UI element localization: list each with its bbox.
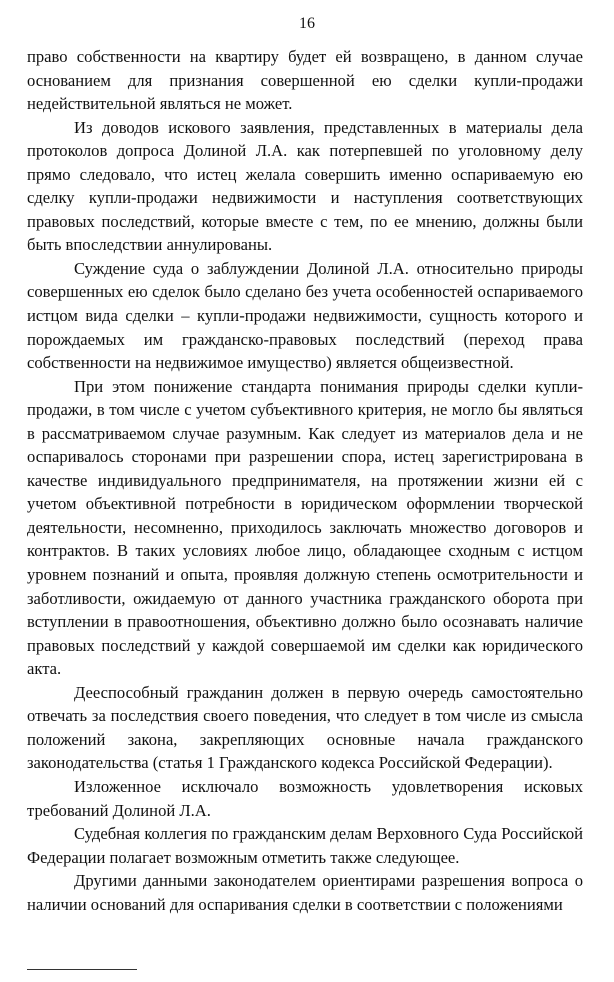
- paragraph: Другими данными законодателем ориентирами разрешения вопроса о наличии оснований для оспаривания сделки в соответствии с положениями: [27, 871, 583, 914]
- paragraph: Изложенное исключало возможность удовлетворения исковых требований Долиной Л.А.: [27, 776, 583, 820]
- paragraph: Суждение суда о заблуждении Долиной Л.А. относительно природы совершенных ею сделок было сделано без учета особенностей оспариваемого истцом вида сделки – купли-продажи недвижимости, сущность которого и порождаемых им гражданско-правовых последствий (переход права собственности на недвижимое имущество) является общеизвестной.: [27, 258, 583, 373]
- page-number: 16: [299, 15, 315, 32]
- paragraph: Судебная коллегия по гражданским делам Верховного Суда Российской Федерации полагает возможным отметить также следующее.: [27, 824, 583, 867]
- paragraph: При этом понижение стандарта понимания природы сделки купли-продажи, в том числе с учетом субъективного критерия, не могло бы являться в рассматриваемом случае разумным. Как следует из материалов дела и не оспаривалось сторонами при разрешении спора, истец зарегистрирована в качестве индивидуального предпринимателя, на протяжении жизни ей с учетом объективной потребности в юридическом оформлении творческой деятельности, несомненно, приходилось заключать множество договоров и контрактов. В таких условиях любое лицо, обладающее сходным с истцом уровнем познаний и опыта, проявляя должную степень осмотрительности и заботливости, ожидаемую от данного участника гражданского оборота при вступлении в правоотношения, объективно должно было осознавать наличие правовых последствий у каждой совершаемой им сделки как юридического акта.: [27, 376, 583, 679]
- paragraph: Из доводов искового заявления, представленных в материалы дела протоколов допроса Долиной Л.А. как потерпевшей по уголовному делу прямо следовало, что истец желала совершить именно оспариваемую ею сделку купли-продажи недвижимости и наступления соответствующих правовых последствий, которые вместе с тем, по ее мнению, должны были быть впоследствии аннулированы.: [27, 117, 583, 255]
- paragraph: право собственности на квартиру будет ей возвращено, в данном случае основанием для признания совершенной ею сделки купли-продажи недействительной являться не может.: [27, 47, 583, 114]
- footnote-divider: [27, 969, 137, 970]
- document-body: [27, 45, 583, 916]
- paragraph: Дееспособный гражданин должен в первую очередь самостоятельно отвечать за последствия своего поведения, что следует в том числе из смысла положений закона, закрепляющих основные начала гражданского законодательства (статья 1 Гражданского кодекса Российской Федерации).: [27, 682, 583, 773]
